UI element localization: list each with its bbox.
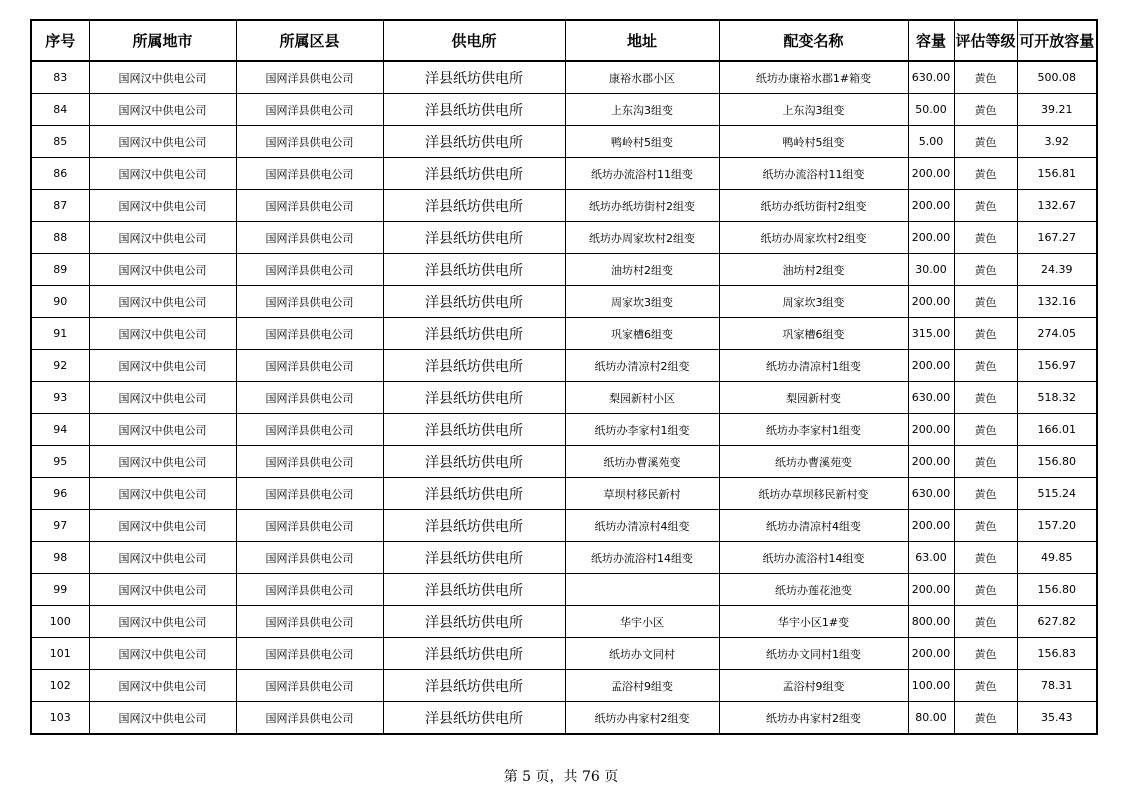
table-row <box>31 222 1097 254</box>
cell-available-capacity: 157.20 <box>1017 510 1097 542</box>
cell-transformer-name: 纸坊办纸坊街村2组变 <box>719 190 908 222</box>
cell-county: 国网洋县供电公司 <box>236 606 383 638</box>
header-supply-station: 供电所 <box>383 20 565 61</box>
cell-transformer-name: 纸坊办康裕水郡1#箱变 <box>719 61 908 94</box>
cell-capacity: 630.00 <box>908 61 954 94</box>
cell-county: 国网洋县供电公司 <box>236 222 383 254</box>
cell-address: 梨园新村小区 <box>565 382 719 414</box>
cell-supply-station: 洋县纸坊供电所 <box>383 542 565 574</box>
cell-city: 国网汉中供电公司 <box>89 286 236 318</box>
cell-rating: 黄色 <box>954 350 1017 382</box>
cell-rating: 黄色 <box>954 446 1017 478</box>
cell-city: 国网汉中供电公司 <box>89 222 236 254</box>
cell-supply-station: 洋县纸坊供电所 <box>383 638 565 670</box>
cell-transformer-name: 纸坊办清凉村4组变 <box>719 510 908 542</box>
table-row <box>31 94 1097 126</box>
cell-transformer-name: 纸坊办草坝移民新村变 <box>719 478 908 510</box>
table-row <box>31 638 1097 670</box>
table-header-row <box>31 20 1097 61</box>
table-row <box>31 606 1097 638</box>
header-capacity: 容量 <box>908 20 954 61</box>
cell-county: 国网洋县供电公司 <box>236 158 383 190</box>
cell-supply-station: 洋县纸坊供电所 <box>383 670 565 702</box>
cell-capacity: 200.00 <box>908 222 954 254</box>
cell-city: 国网汉中供电公司 <box>89 510 236 542</box>
cell-rating: 黄色 <box>954 574 1017 606</box>
cell-available-capacity: 274.05 <box>1017 318 1097 350</box>
cell-rating: 黄色 <box>954 702 1017 735</box>
cell-transformer-name: 巩家槽6组变 <box>719 318 908 350</box>
cell-serial: 95 <box>31 446 89 478</box>
cell-rating: 黄色 <box>954 638 1017 670</box>
page-footer: 第 5 页，共 76 页 <box>503 769 619 785</box>
cell-rating: 黄色 <box>954 158 1017 190</box>
cell-transformer-name: 上东沟3组变 <box>719 94 908 126</box>
header-county: 所属区县 <box>236 20 383 61</box>
cell-capacity: 50.00 <box>908 94 954 126</box>
cell-county: 国网洋县供电公司 <box>236 670 383 702</box>
table-row <box>31 126 1097 158</box>
cell-city: 国网汉中供电公司 <box>89 382 236 414</box>
cell-available-capacity: 627.82 <box>1017 606 1097 638</box>
cell-serial: 87 <box>31 190 89 222</box>
cell-address <box>565 574 719 606</box>
cell-rating: 黄色 <box>954 318 1017 350</box>
cell-capacity: 200.00 <box>908 638 954 670</box>
cell-supply-station: 洋县纸坊供电所 <box>383 318 565 350</box>
cell-county: 国网洋县供电公司 <box>236 638 383 670</box>
cell-available-capacity: 500.08 <box>1017 61 1097 94</box>
cell-address: 纸坊办清凉村2组变 <box>565 350 719 382</box>
cell-transformer-name: 纸坊办莲花池变 <box>719 574 908 606</box>
cell-available-capacity: 156.97 <box>1017 350 1097 382</box>
cell-county: 国网洋县供电公司 <box>236 94 383 126</box>
cell-address: 纸坊办冉家村2组变 <box>565 702 719 735</box>
cell-available-capacity: 39.21 <box>1017 94 1097 126</box>
cell-supply-station: 洋县纸坊供电所 <box>383 126 565 158</box>
cell-transformer-name: 纸坊办李家村1组变 <box>719 414 908 446</box>
cell-address: 纸坊办李家村1组变 <box>565 414 719 446</box>
cell-capacity: 63.00 <box>908 542 954 574</box>
cell-available-capacity: 156.80 <box>1017 446 1097 478</box>
cell-city: 国网汉中供电公司 <box>89 350 236 382</box>
header-available-capacity: 可开放容量 <box>1017 20 1097 61</box>
cell-address: 草坝村移民新村 <box>565 478 719 510</box>
cell-available-capacity: 3.92 <box>1017 126 1097 158</box>
table-row <box>31 414 1097 446</box>
cell-supply-station: 洋县纸坊供电所 <box>383 286 565 318</box>
cell-serial: 84 <box>31 94 89 126</box>
cell-rating: 黄色 <box>954 94 1017 126</box>
cell-city: 国网汉中供电公司 <box>89 606 236 638</box>
cell-supply-station: 洋县纸坊供电所 <box>383 222 565 254</box>
cell-capacity: 630.00 <box>908 478 954 510</box>
cell-supply-station: 洋县纸坊供电所 <box>383 446 565 478</box>
cell-available-capacity: 156.80 <box>1017 574 1097 606</box>
cell-county: 国网洋县供电公司 <box>236 446 383 478</box>
cell-serial: 102 <box>31 670 89 702</box>
cell-available-capacity: 24.39 <box>1017 254 1097 286</box>
cell-serial: 96 <box>31 478 89 510</box>
cell-address: 纸坊办清凉村4组变 <box>565 510 719 542</box>
cell-available-capacity: 515.24 <box>1017 478 1097 510</box>
cell-available-capacity: 35.43 <box>1017 702 1097 735</box>
cell-address: 孟浴村9组变 <box>565 670 719 702</box>
table-row <box>31 510 1097 542</box>
cell-transformer-name: 纸坊办曹溪苑变 <box>719 446 908 478</box>
cell-serial: 88 <box>31 222 89 254</box>
cell-serial: 99 <box>31 574 89 606</box>
cell-address: 华宇小区 <box>565 606 719 638</box>
cell-serial: 86 <box>31 158 89 190</box>
cell-capacity: 200.00 <box>908 286 954 318</box>
cell-county: 国网洋县供电公司 <box>236 254 383 286</box>
table-row <box>31 61 1097 94</box>
cell-county: 国网洋县供电公司 <box>236 542 383 574</box>
cell-transformer-name: 纸坊办清凉村1组变 <box>719 350 908 382</box>
cell-serial: 92 <box>31 350 89 382</box>
cell-supply-station: 洋县纸坊供电所 <box>383 574 565 606</box>
cell-rating: 黄色 <box>954 286 1017 318</box>
cell-rating: 黄色 <box>954 478 1017 510</box>
cell-county: 国网洋县供电公司 <box>236 61 383 94</box>
cell-serial: 83 <box>31 61 89 94</box>
table-row <box>31 702 1097 735</box>
cell-serial: 103 <box>31 702 89 735</box>
cell-county: 国网洋县供电公司 <box>236 350 383 382</box>
header-address: 地址 <box>565 20 719 61</box>
cell-address: 纸坊办流浴村14组变 <box>565 542 719 574</box>
cell-supply-station: 洋县纸坊供电所 <box>383 606 565 638</box>
cell-serial: 89 <box>31 254 89 286</box>
cell-county: 国网洋县供电公司 <box>236 286 383 318</box>
cell-capacity: 315.00 <box>908 318 954 350</box>
cell-capacity: 200.00 <box>908 190 954 222</box>
cell-city: 国网汉中供电公司 <box>89 638 236 670</box>
cell-city: 国网汉中供电公司 <box>89 542 236 574</box>
cell-address: 周家坎3组变 <box>565 286 719 318</box>
cell-rating: 黄色 <box>954 61 1017 94</box>
cell-city: 国网汉中供电公司 <box>89 126 236 158</box>
cell-county: 国网洋县供电公司 <box>236 382 383 414</box>
cell-county: 国网洋县供电公司 <box>236 318 383 350</box>
cell-rating: 黄色 <box>954 190 1017 222</box>
cell-address: 纸坊办纸坊街村2组变 <box>565 190 719 222</box>
cell-rating: 黄色 <box>954 126 1017 158</box>
cell-transformer-name: 鸭岭村5组变 <box>719 126 908 158</box>
table-row <box>31 446 1097 478</box>
cell-transformer-name: 纸坊办冉家村2组变 <box>719 702 908 735</box>
cell-rating: 黄色 <box>954 254 1017 286</box>
cell-transformer-name: 梨园新村变 <box>719 382 908 414</box>
cell-capacity: 200.00 <box>908 158 954 190</box>
table-row <box>31 318 1097 350</box>
cell-available-capacity: 167.27 <box>1017 222 1097 254</box>
cell-capacity: 800.00 <box>908 606 954 638</box>
header-city: 所属地市 <box>89 20 236 61</box>
cell-rating: 黄色 <box>954 510 1017 542</box>
cell-serial: 91 <box>31 318 89 350</box>
cell-supply-station: 洋县纸坊供电所 <box>383 254 565 286</box>
cell-supply-station: 洋县纸坊供电所 <box>383 158 565 190</box>
cell-city: 国网汉中供电公司 <box>89 446 236 478</box>
table-row <box>31 542 1097 574</box>
cell-transformer-name: 纸坊办流浴村11组变 <box>719 158 908 190</box>
cell-rating: 黄色 <box>954 542 1017 574</box>
cell-capacity: 200.00 <box>908 414 954 446</box>
cell-transformer-name: 油坊村2组变 <box>719 254 908 286</box>
cell-capacity: 30.00 <box>908 254 954 286</box>
cell-supply-station: 洋县纸坊供电所 <box>383 510 565 542</box>
cell-city: 国网汉中供电公司 <box>89 61 236 94</box>
cell-address: 纸坊办周家坎村2组变 <box>565 222 719 254</box>
cell-county: 国网洋县供电公司 <box>236 702 383 735</box>
cell-available-capacity: 132.16 <box>1017 286 1097 318</box>
cell-serial: 98 <box>31 542 89 574</box>
table-row <box>31 254 1097 286</box>
cell-capacity: 200.00 <box>908 510 954 542</box>
cell-rating: 黄色 <box>954 382 1017 414</box>
cell-supply-station: 洋县纸坊供电所 <box>383 414 565 446</box>
cell-address: 康裕水郡小区 <box>565 61 719 94</box>
cell-supply-station: 洋县纸坊供电所 <box>383 350 565 382</box>
header-transformer-name: 配变名称 <box>719 20 908 61</box>
cell-transformer-name: 纸坊办流浴村14组变 <box>719 542 908 574</box>
cell-transformer-name: 周家坎3组变 <box>719 286 908 318</box>
table-row <box>31 574 1097 606</box>
cell-transformer-name: 纸坊办周家坎村2组变 <box>719 222 908 254</box>
table-body <box>31 61 1097 734</box>
cell-supply-station: 洋县纸坊供电所 <box>383 61 565 94</box>
cell-supply-station: 洋县纸坊供电所 <box>383 190 565 222</box>
cell-address: 纸坊办文同村 <box>565 638 719 670</box>
table-row <box>31 190 1097 222</box>
cell-county: 国网洋县供电公司 <box>236 510 383 542</box>
table-row <box>31 158 1097 190</box>
cell-capacity: 200.00 <box>908 446 954 478</box>
cell-serial: 101 <box>31 638 89 670</box>
cell-address: 上东沟3组变 <box>565 94 719 126</box>
cell-capacity: 200.00 <box>908 350 954 382</box>
cell-county: 国网洋县供电公司 <box>236 190 383 222</box>
cell-available-capacity: 518.32 <box>1017 382 1097 414</box>
cell-transformer-name: 孟浴村9组变 <box>719 670 908 702</box>
cell-county: 国网洋县供电公司 <box>236 574 383 606</box>
cell-city: 国网汉中供电公司 <box>89 574 236 606</box>
cell-capacity: 100.00 <box>908 670 954 702</box>
cell-city: 国网汉中供电公司 <box>89 318 236 350</box>
capacity-table-sheet <box>30 19 1096 735</box>
cell-address: 鸭岭村5组变 <box>565 126 719 158</box>
header-serial: 序号 <box>31 20 89 61</box>
cell-serial: 90 <box>31 286 89 318</box>
cell-city: 国网汉中供电公司 <box>89 478 236 510</box>
cell-available-capacity: 132.67 <box>1017 190 1097 222</box>
cell-address: 纸坊办曹溪苑变 <box>565 446 719 478</box>
cell-address: 纸坊办流浴村11组变 <box>565 158 719 190</box>
cell-rating: 黄色 <box>954 606 1017 638</box>
cell-transformer-name: 华宇小区1#变 <box>719 606 908 638</box>
cell-city: 国网汉中供电公司 <box>89 158 236 190</box>
cell-capacity: 200.00 <box>908 574 954 606</box>
cell-address: 油坊村2组变 <box>565 254 719 286</box>
cell-city: 国网汉中供电公司 <box>89 414 236 446</box>
cell-rating: 黄色 <box>954 222 1017 254</box>
table-row <box>31 670 1097 702</box>
capacity-table <box>30 19 1098 735</box>
cell-supply-station: 洋县纸坊供电所 <box>383 478 565 510</box>
cell-supply-station: 洋县纸坊供电所 <box>383 382 565 414</box>
table-row <box>31 286 1097 318</box>
cell-capacity: 630.00 <box>908 382 954 414</box>
cell-serial: 85 <box>31 126 89 158</box>
cell-available-capacity: 156.83 <box>1017 638 1097 670</box>
cell-capacity: 80.00 <box>908 702 954 735</box>
cell-city: 国网汉中供电公司 <box>89 94 236 126</box>
cell-available-capacity: 166.01 <box>1017 414 1097 446</box>
cell-available-capacity: 78.31 <box>1017 670 1097 702</box>
header-rating: 评估等级 <box>954 20 1017 61</box>
table-row <box>31 382 1097 414</box>
cell-serial: 97 <box>31 510 89 542</box>
table-row <box>31 350 1097 382</box>
cell-supply-station: 洋县纸坊供电所 <box>383 94 565 126</box>
cell-serial: 100 <box>31 606 89 638</box>
cell-county: 国网洋县供电公司 <box>236 126 383 158</box>
cell-serial: 94 <box>31 414 89 446</box>
cell-address: 巩家槽6组变 <box>565 318 719 350</box>
cell-transformer-name: 纸坊办文同村1组变 <box>719 638 908 670</box>
table-row <box>31 478 1097 510</box>
cell-city: 国网汉中供电公司 <box>89 190 236 222</box>
cell-available-capacity: 49.85 <box>1017 542 1097 574</box>
cell-rating: 黄色 <box>954 670 1017 702</box>
cell-serial: 93 <box>31 382 89 414</box>
cell-available-capacity: 156.81 <box>1017 158 1097 190</box>
cell-capacity: 5.00 <box>908 126 954 158</box>
cell-county: 国网洋县供电公司 <box>236 414 383 446</box>
cell-city: 国网汉中供电公司 <box>89 702 236 735</box>
cell-county: 国网洋县供电公司 <box>236 478 383 510</box>
cell-rating: 黄色 <box>954 414 1017 446</box>
cell-city: 国网汉中供电公司 <box>89 254 236 286</box>
cell-supply-station: 洋县纸坊供电所 <box>383 702 565 735</box>
cell-city: 国网汉中供电公司 <box>89 670 236 702</box>
